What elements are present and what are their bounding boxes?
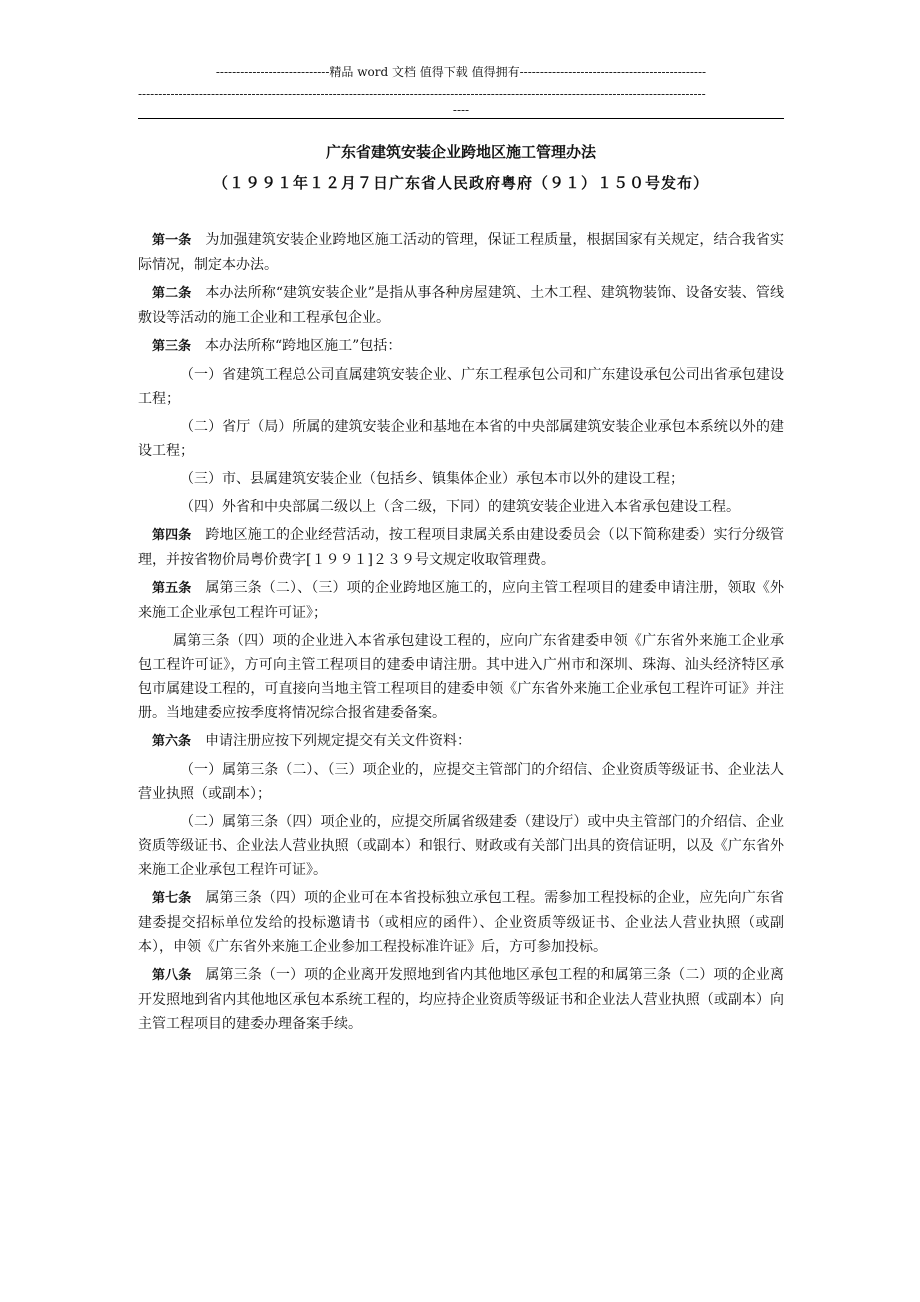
article-text: 属第三条（二）、（三）项的企业跨地区施工的，应向主管工程项目的建委申请注册，领取《外来施工企业承包工程许可证》； [138,580,784,621]
article-text: 本办法所称“跨地区施工”包括： [205,338,402,354]
article-4 [138,523,784,572]
article-continuation: 属第三条（四）项的企业进入本省承包建设工程的，应向广东省建委申领《广东省外来施工企业承包工程许可证》，方可向主管工程项目的建委申请注册。其中进入广州市和深圳、珠海、汕头经济特区承包市属建设工程的，可直接向当地主管工程项目的建委申领《广东省外来施工企业承包工程许可证》并注册。当地建委应按季度将情况综合报省建委备案。 [138,633,784,721]
header-dash-line: -------------------------------------------------------------------------------------------------------------------------------------------- [138,87,706,101]
article-label: 第六条 [152,734,192,749]
article-6 [138,729,784,754]
article-label: 第三条 [152,339,192,354]
article-text: 申请注册应按下列规定提交有关文件资料： [205,733,472,749]
article-text: 本办法所称“建筑安装企业”是指从事各种房屋建筑、土木工程、建筑物装饰、设备安装、管线敷设等活动的施工企业和工程承包企业。 [138,285,784,326]
header-rule [138,118,784,119]
article-label: 第五条 [152,581,192,596]
watermark-header-line: ----------------------------精品 word 文档 值得下载 值得拥有---------------------------------------------- [215,65,707,79]
article-label: 第八条 [152,968,192,983]
article-8 [138,963,784,1036]
article-label: 第一条 [152,233,192,248]
article-label: 第七条 [152,891,192,906]
article-item: （四）外省和中央部属二级以上（含二级，下同）的建筑安装企业进入本省承包建设工程。 [180,499,740,515]
article-text: 跨地区施工的企业经营活动，按工程项目隶属关系由建设委员会（以下简称建委）实行分级管理，并按省物价局粤价费字[１９９１]２３９号文规定收取管理费。 [138,527,784,568]
article-label: 第四条 [152,528,192,543]
article-item: （一）省建筑工程总公司直属建筑安装企业、广东工程承包公司和广东建设承包公司出省承包建设工程； [138,367,784,407]
article-item: （三）市、县属建筑安装企业（包括乡、镇集体企业）承包本市以外的建设工程； [180,471,684,487]
article-text: 属第三条（四）项的企业可在本省投标独立承包工程。需参加工程投标的企业，应先向广东省建委提交招标单位发给的投标邀请书（或相应的函件）、企业资质等级证书、企业法人营业执照（或副本），申领《广东省外来施工企业参加工程投标准许证》后，方可参加投标。 [138,890,784,955]
article-text: 为加强建筑安装企业跨地区施工活动的管理，保证工程质量，根据国家有关规定，结合我省实际情况，制定本办法。 [138,232,784,273]
article-5 [138,576,784,625]
article-item: （一）属第三条（二）、（三）项企业的，应提交主管部门的介绍信、企业资质等级证书、企业法人营业执照（或副本）； [138,762,784,802]
article-item: （二）属第三条（四）项企业的，应提交所属省级建委（建设厅）或中央主管部门的介绍信、企业资质等级证书、企业法人营业执照（或副本）和银行、财政或有关部门出具的资信证明，以及《广东省外来施工企业承包工程许可证》。 [138,814,784,878]
document-subtitle: （１９９１年１２月７日广东省人民政府粤府（９１）１５０号发布） [212,174,709,192]
article-7 [138,886,784,959]
article-text: 属第三条（一）项的企业离开发照地到省内其他地区承包工程的和属第三条（二）项的企业离开发照地到省内其他地区承包本系统工程的，均应持企业资质等级证书和企业法人营业执照（或副本）向主管工程项目的建委办理备案手续。 [138,967,784,1032]
article-1 [138,228,784,277]
article-item: （二）省厅（局）所属的建筑安装企业和基地在本省的中央部属建筑安装企业承包本系统以外的建设工程； [138,419,784,459]
article-3 [138,334,784,359]
article-2 [138,281,784,330]
article-label: 第二条 [152,286,192,301]
header-dash-tail: ---- [452,103,470,117]
document-body [138,228,784,1040]
document-title: 广东省建筑安装企业跨地区施工管理办法 [325,143,596,161]
